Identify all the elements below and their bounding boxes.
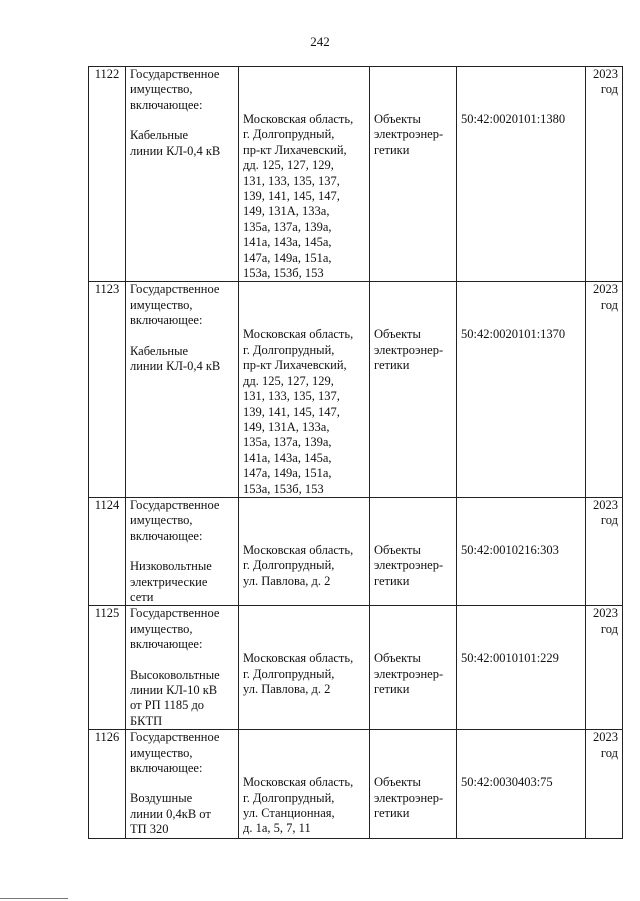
spacer: [374, 606, 452, 651]
spacer: [243, 606, 365, 651]
spacer: [374, 498, 452, 543]
address-cell: [239, 606, 370, 730]
cadastral-cell: [457, 67, 586, 282]
address-cell: [239, 730, 370, 838]
year-cell: [586, 67, 623, 282]
cadastral-number: 50:42:0030403:75: [461, 775, 553, 790]
object-type: Объекты электроэнер- гетики: [374, 112, 444, 157]
cadastral-cell: [457, 606, 586, 730]
year-text: 2023 год: [593, 497, 618, 528]
row-number: 1122: [94, 67, 120, 81]
address-cell: [239, 67, 370, 282]
type-cell: [370, 282, 457, 497]
object-cell: [126, 497, 239, 605]
spacer: [461, 282, 581, 327]
object-name: Кабельные линии КЛ-0,4 кВ: [130, 343, 221, 374]
cadastral-number: 50:42:0010101:229: [461, 651, 559, 666]
address-cell: [239, 282, 370, 497]
year-cell: [586, 730, 623, 838]
table-row: [89, 730, 623, 838]
cadastral-number: 50:42:0020101:1380: [461, 112, 566, 126]
table-row: [89, 497, 623, 605]
type-cell: [370, 730, 457, 838]
object-cell: [126, 730, 239, 838]
spacer: [243, 498, 365, 543]
scan-edge-line: [0, 898, 68, 899]
cadastral-cell: [457, 497, 586, 605]
object-name: Высоковольтные линии КЛ-10 кВ от РП 1185 до БКТП: [130, 667, 220, 728]
row-number: 1123: [94, 282, 120, 297]
cadastral-number: 50:42:0010216:303: [461, 542, 559, 557]
page-number: 242: [310, 34, 330, 49]
object-type: Объекты электроэнер- гетики: [374, 327, 444, 373]
object-name: Кабельные линии КЛ-0,4 кВ: [130, 128, 221, 158]
year-text: 2023 год: [593, 606, 618, 636]
register-body: [89, 67, 623, 839]
row-number-cell: [89, 606, 126, 730]
object-group-label: Государственное имущество, включающее:: [130, 67, 220, 112]
table-row: [89, 282, 623, 497]
type-cell: [370, 606, 457, 730]
object-name: Низковольтные электрические сети: [130, 559, 212, 604]
address-text: Московская область, г. Долгопрудный, пр-кт Лихачевский, дд. 125, 127, 129, 131, 133, 135, 137, 139, 141, 145, 147, 149, 131А, 133а, 135а, 137а, 139а, 141а, 143а, 145а, 147а, 149а, 151а, 153а, 153б, 153: [243, 112, 354, 281]
spacer: [374, 730, 452, 775]
spacer: [461, 606, 581, 651]
row-number: 1126: [94, 730, 120, 745]
address-cell: [239, 497, 370, 605]
spacer: [243, 67, 365, 112]
object-group-label: Государственное имущество, включающее:: [130, 282, 220, 328]
spacer: [461, 730, 581, 775]
address-text: Московская область, г. Долгопрудный, пр-кт Лихачевский, дд. 125, 127, 129, 131, 133, 135, 137, 139, 141, 145, 147, 149, 131А, 133а, 135а, 137а, 139а, 141а, 143а, 145а, 147а, 149а, 151а, 153а, 153б, 153: [243, 327, 354, 496]
object-type: Объекты электроэнер- гетики: [374, 775, 444, 821]
object-name: Воздушные линии 0,4кВ от ТП 320: [130, 791, 211, 837]
object-group-label: Государственное имущество, включающее:: [130, 730, 220, 776]
row-number-cell: [89, 730, 126, 838]
spacer: [374, 67, 452, 112]
address-text: Московская область, г. Долгопрудный, ул. Павлова, д. 2: [243, 651, 354, 697]
row-number-cell: [89, 497, 126, 605]
year-cell: [586, 497, 623, 605]
year-cell: [586, 282, 623, 497]
table-row: [89, 606, 623, 730]
object-cell: [126, 282, 239, 497]
type-cell: [370, 497, 457, 605]
object-group-label: Государственное имущество, включающее:: [130, 606, 220, 652]
cadastral-cell: [457, 730, 586, 838]
spacer: [461, 67, 581, 112]
row-number-cell: [89, 282, 126, 497]
type-cell: [370, 67, 457, 282]
year-text: 2023 год: [593, 282, 618, 312]
table-row: [89, 67, 623, 282]
object-cell: [126, 67, 239, 282]
row-number: 1125: [94, 606, 120, 621]
object-type: Объекты электроэнер- гетики: [374, 651, 444, 697]
row-number-cell: [89, 67, 126, 282]
spacer: [461, 498, 581, 543]
object-type: Объекты электроэнер- гетики: [374, 542, 444, 588]
object-cell: [126, 606, 239, 730]
cadastral-number: 50:42:0020101:1370: [461, 327, 566, 342]
property-register-table: [88, 66, 623, 839]
cadastral-cell: [457, 282, 586, 497]
year-cell: [586, 606, 623, 730]
address-text: Московская область, г. Долгопрудный, ул. Павлова, д. 2: [243, 542, 354, 588]
object-group-label: Государственное имущество, включающее:: [130, 497, 220, 543]
spacer: [243, 730, 365, 775]
year-text: 2023 год: [593, 730, 618, 760]
spacer: [374, 282, 452, 327]
address-text: Московская область, г. Долгопрудный, ул. Станционная, д. 1а, 5, 7, 11: [243, 775, 354, 836]
year-text: 2023 год: [593, 67, 618, 97]
spacer: [243, 282, 365, 327]
row-number: 1124: [94, 497, 120, 512]
